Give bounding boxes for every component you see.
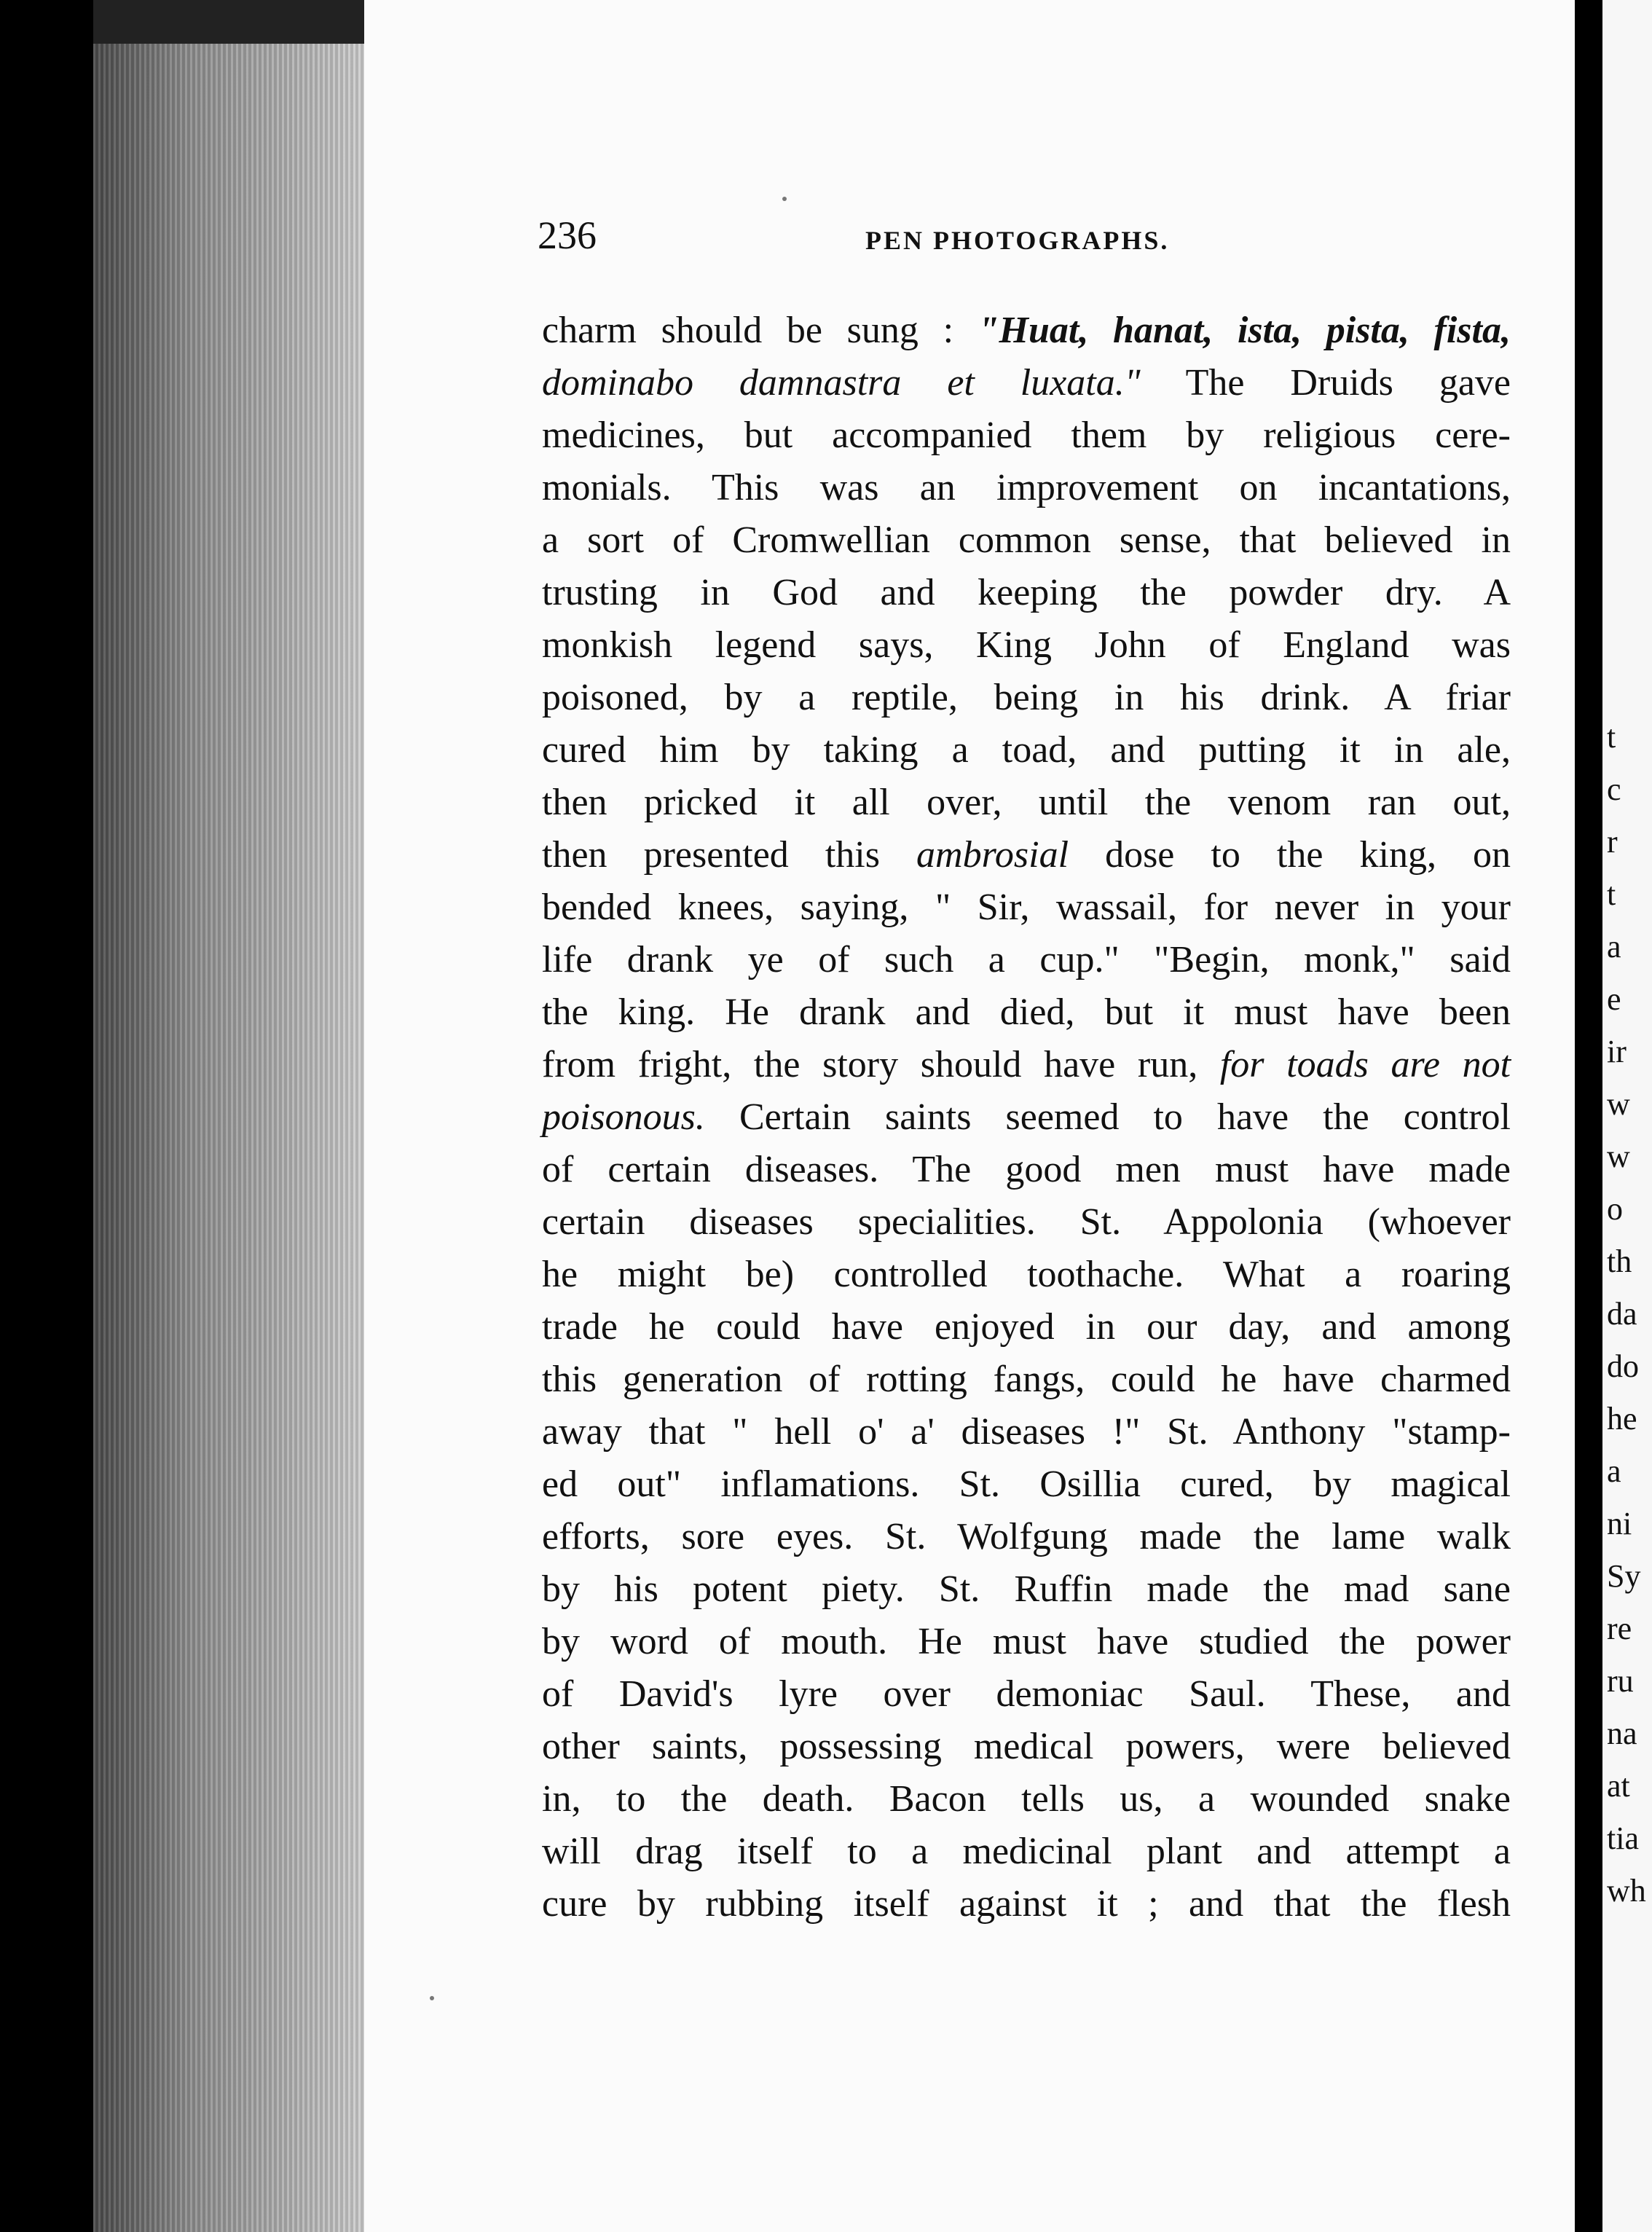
facing-page-fragment: da: [1607, 1296, 1637, 1332]
facing-page-fragment: re: [1607, 1611, 1632, 1646]
text-segment: "Huat, hanat, ista, pista, fista,: [978, 310, 1511, 351]
running-head: PEN PHOTOGRAPHS.: [865, 226, 1170, 255]
text-line: [542, 1406, 1511, 1458]
text-line: [542, 672, 1511, 724]
text-segment: medicines, but accompanied them by religious cere-: [542, 414, 1511, 456]
facing-page-edge: [1602, 0, 1652, 2232]
text-line: [542, 357, 1511, 409]
text-line: [542, 724, 1511, 777]
facing-page-fragment: c: [1607, 771, 1621, 807]
text-line: [542, 986, 1511, 1039]
text-line: [542, 934, 1511, 986]
text-line: [542, 1773, 1511, 1826]
text-segment: of certain diseases. The good men must have made: [542, 1149, 1511, 1190]
text-segment: the king. He drank and died, but it must have been: [542, 991, 1511, 1033]
text-segment: dose to the king, on: [1069, 834, 1511, 876]
facing-page-fragment: Sy: [1607, 1558, 1641, 1594]
text-segment: monkish legend says, King John of England was: [542, 624, 1511, 666]
text-segment: then presented this: [542, 834, 917, 876]
text-segment: of David's lyre over demoniac Saul. These, and: [542, 1673, 1511, 1715]
text-segment: charm should be sung :: [542, 310, 978, 351]
facing-page-fragment: ru: [1607, 1663, 1634, 1699]
scan-speck: [782, 197, 787, 201]
facing-page-fragment: w: [1607, 1139, 1630, 1174]
text-segment: monials. This was an improvement on incantations,: [542, 467, 1511, 508]
text-segment: bended knees, saying, " Sir, wassail, for never in your: [542, 887, 1511, 928]
facing-page-fragment: at: [1607, 1768, 1630, 1804]
text-segment: for toads are not: [1219, 1044, 1511, 1085]
text-segment: life drank ye of such a cup." "Begin, monk," said: [542, 939, 1511, 981]
text-line: [542, 1458, 1511, 1511]
facing-page-fragment: r: [1607, 824, 1618, 860]
facing-page-fragment: e: [1607, 981, 1621, 1017]
text-segment: in, to the death. Bacon tells us, a wounded snake: [542, 1778, 1511, 1820]
text-segment: away that " hell o' a' diseases !" St. Anthony "stamp-: [542, 1411, 1511, 1453]
text-segment: other saints, possessing medical powers, were believed: [542, 1726, 1511, 1767]
text-segment: Certain saints seemed to have the control: [704, 1096, 1511, 1138]
text-segment: ambrosial: [916, 834, 1069, 876]
page-number: 236: [538, 213, 597, 257]
text-segment: poisoned, by a reptile, being in his drink. A friar: [542, 677, 1511, 718]
text-line: [542, 514, 1511, 567]
text-segment: cured him by taking a toad, and putting it in ale,: [542, 729, 1511, 771]
text-segment: he might be) controlled toothache. What a roaring: [542, 1254, 1511, 1295]
text-segment: will drag itself to a medicinal plant and attempt a: [542, 1831, 1511, 1872]
text-segment: dominabo damnastra et luxata.": [542, 362, 1141, 404]
facing-page-fragment: t: [1607, 876, 1616, 912]
facing-page-fragment: tia: [1607, 1820, 1639, 1856]
text-segment: by word of mouth. He must have studied the power: [542, 1621, 1511, 1662]
text-segment: a sort of Cromwellian common sense, that believed in: [542, 519, 1511, 561]
facing-page-fragment: do: [1607, 1348, 1639, 1384]
text-line: [542, 1668, 1511, 1721]
facing-page-fragment: w: [1607, 1086, 1630, 1122]
text-line: [542, 881, 1511, 934]
text-line: [542, 1878, 1511, 1930]
facing-page-fragment: t: [1607, 719, 1616, 755]
text-line: [542, 1039, 1511, 1091]
facing-page-fragment: he: [1607, 1401, 1637, 1437]
gutter: [1575, 0, 1602, 2232]
text-line: [542, 1249, 1511, 1301]
text-line: [542, 409, 1511, 462]
facing-page-fragment: a: [1607, 1453, 1621, 1489]
text-segment: cure by rubbing itself against it ; and that the flesh: [542, 1883, 1511, 1925]
text-line: [542, 1511, 1511, 1563]
text-line: [542, 1144, 1511, 1196]
page-edge-stack: [93, 0, 364, 2232]
facing-page-fragment: o: [1607, 1191, 1623, 1227]
scan-speck: [430, 1996, 434, 2000]
text-segment: certain diseases specialities. St. Appolonia (whoever: [542, 1201, 1511, 1243]
text-line: [542, 1196, 1511, 1249]
text-segment: from fright, the story should have run,: [542, 1044, 1220, 1085]
text-segment: this generation of rotting fangs, could he have charmed: [542, 1359, 1511, 1400]
facing-page-fragment: wh: [1607, 1873, 1646, 1909]
text-line: [542, 1301, 1511, 1353]
text-segment: by his potent piety. St. Ruffin made the mad sane: [542, 1568, 1511, 1610]
page-edge-shadow: [93, 0, 364, 44]
text-line: [542, 462, 1511, 514]
text-segment: trusting in God and keeping the powder dry. A: [542, 572, 1511, 613]
text-segment: The Druids gave: [1140, 362, 1511, 404]
text-line: [542, 777, 1511, 829]
text-line: [542, 1826, 1511, 1878]
text-line: [542, 829, 1511, 881]
text-line: [542, 1616, 1511, 1668]
body-text: [542, 304, 1511, 1930]
text-line: [542, 619, 1511, 672]
text-segment: ed out" inflamations. St. Osillia cured, by magical: [542, 1463, 1511, 1505]
text-line: [542, 304, 1511, 357]
facing-page-fragment: ir: [1607, 1034, 1627, 1069]
text-line: [542, 1721, 1511, 1773]
text-segment: trade he could have enjoyed in our day, and among: [542, 1306, 1511, 1348]
text-line: [542, 1353, 1511, 1406]
text-line: [542, 567, 1511, 619]
facing-page-fragment: th: [1607, 1243, 1632, 1279]
facing-page-fragment: ni: [1607, 1506, 1632, 1541]
text-line: [542, 1563, 1511, 1616]
facing-page-fragment: na: [1607, 1716, 1637, 1751]
text-segment: then pricked it all over, until the venom ran out,: [542, 782, 1511, 823]
text-segment: efforts, sore eyes. St. Wolfgung made the lame walk: [542, 1516, 1511, 1557]
text-line: [542, 1091, 1511, 1144]
text-segment: poisonous.: [542, 1096, 705, 1138]
facing-page-fragment: a: [1607, 929, 1621, 964]
